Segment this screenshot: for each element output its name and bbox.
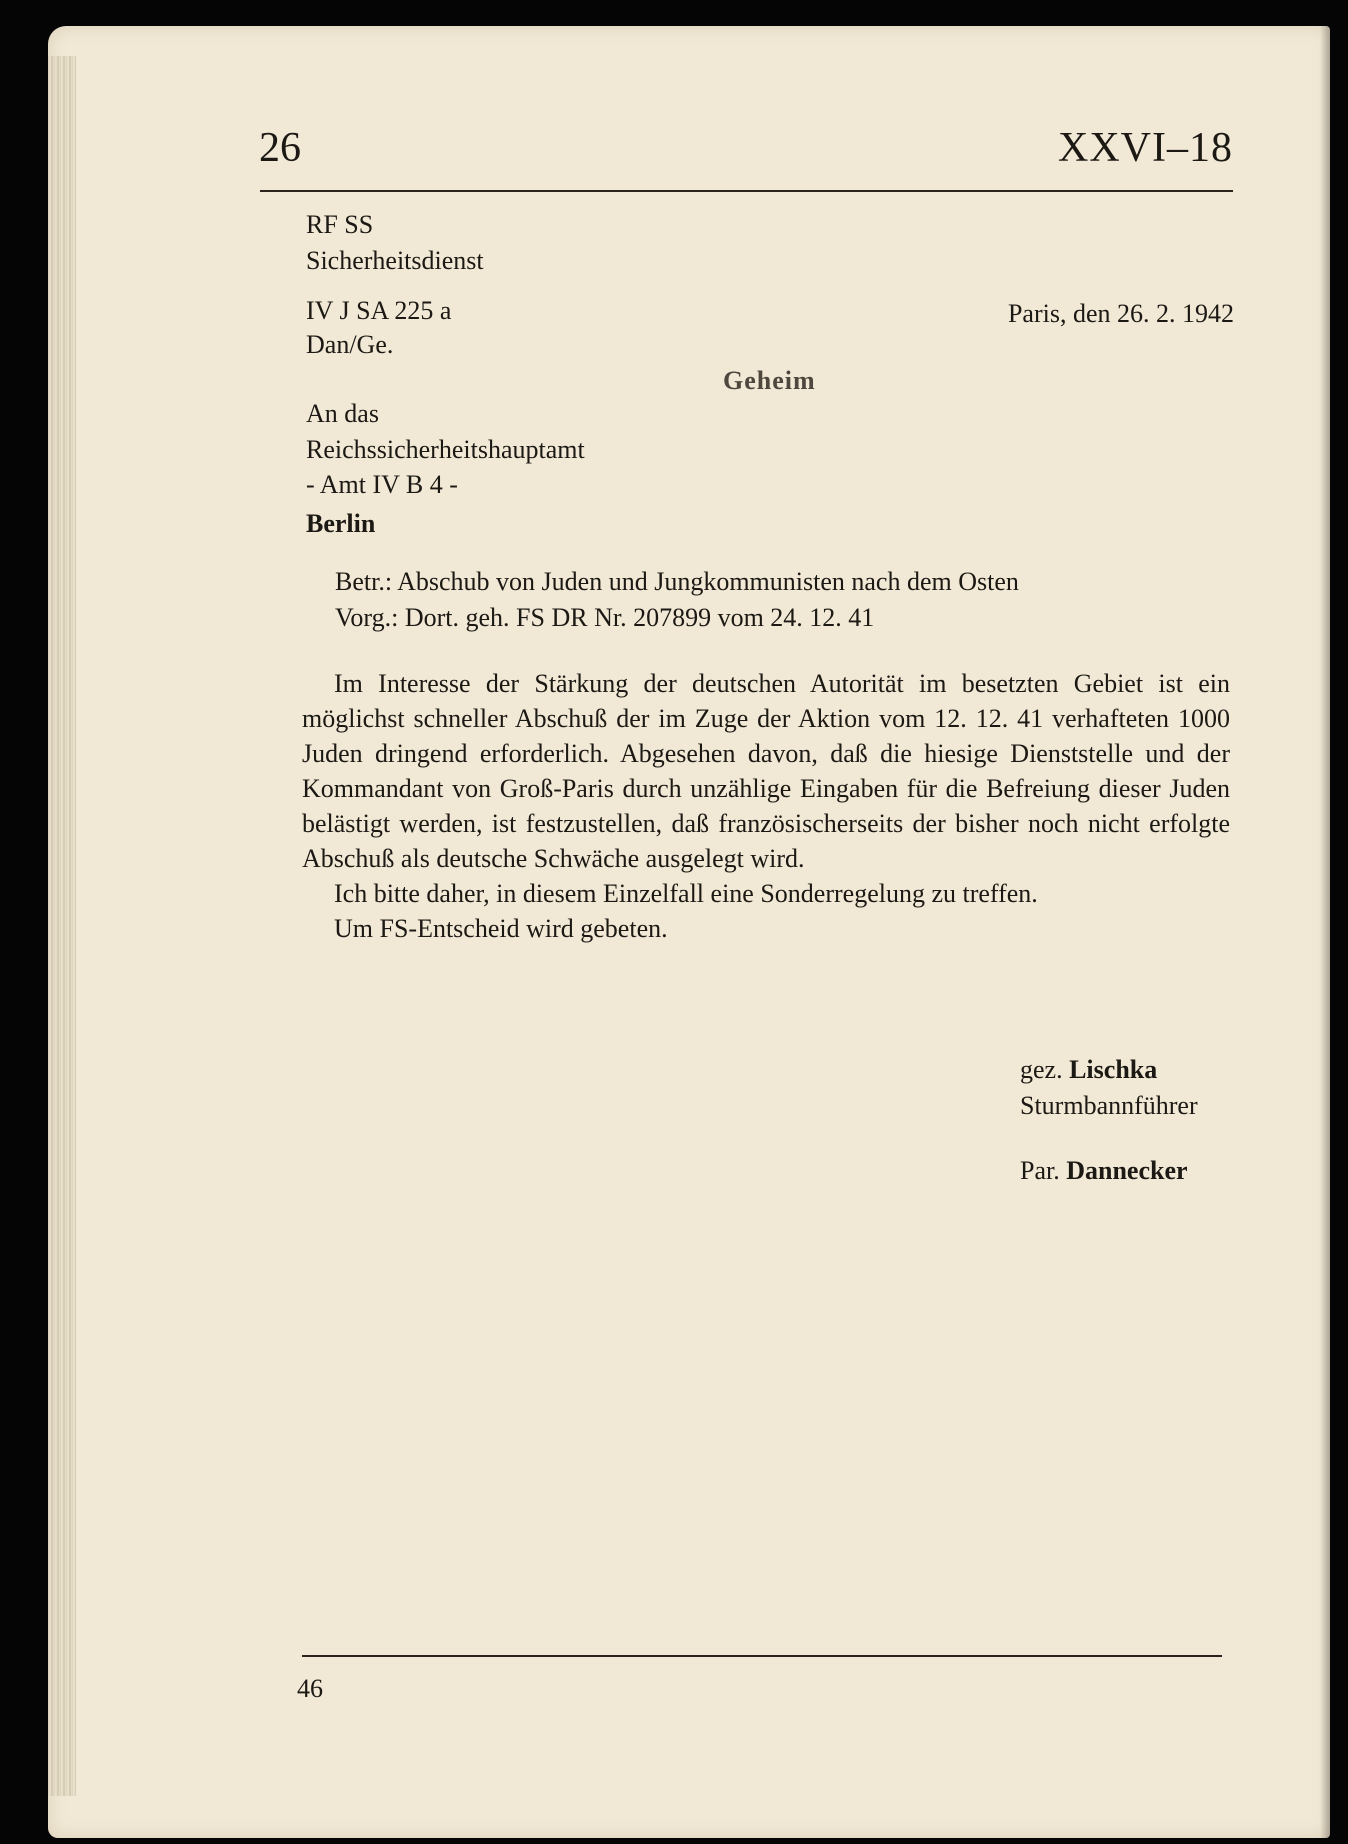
initialled-name: Dannecker [1066, 1156, 1188, 1185]
body-paragraph-1: Im Interesse der Stärkung der deutschen Autorität im besetzten Gebiet ist ein möglichst schneller Abschuß der im Zuge der Aktion vom 12. 12. 41 verhafteten 1000 Juden dringend erforderlich. Abgesehen davon, daß die hiesige Dienststelle und der Kommandant von Groß-Paris durch unzählige Eingaben für die Befreiung dieser Juden belästigt werden, ist festzustellen, daß französischerseits der bisher noch nicht erfolgte Abschuß als deutsche Schwäche ausgelegt wird. [302, 669, 1230, 873]
initialled-prefix: Par. [1020, 1156, 1060, 1185]
footer-rule [302, 1655, 1222, 1657]
page-number: 26 [259, 125, 301, 171]
recipient-line-3: - Amt IV B 4 - [306, 470, 458, 499]
previous-reference: Vorg.: Dort. geh. FS DR Nr. 207899 vom 24. 12. 41 [335, 603, 875, 632]
recipient-line-1: An das [306, 399, 379, 428]
file-reference: IV J SA 225 a [306, 296, 452, 325]
sender-line-2: Sicherheitsdienst [306, 246, 484, 275]
signature-line [1020, 1054, 1157, 1086]
document-reference: XXVI–18 [1058, 125, 1233, 171]
footer-page-number: 46 [297, 1674, 323, 1703]
recipient-line-2: Reichssicherheitshauptamt [306, 435, 585, 464]
classification-stamp: Geheim [723, 366, 816, 395]
sender-line-1: RF SS [306, 210, 374, 239]
place-date: Paris, den 26. 2. 1942 [1007, 299, 1234, 328]
signature-rank: Sturmbannführer [1020, 1091, 1198, 1120]
signature-prefix: gez. [1020, 1055, 1063, 1084]
letter-body [302, 666, 1230, 946]
signature-name: Lischka [1069, 1055, 1158, 1084]
page-edges [48, 56, 76, 1796]
spine-shadow [1320, 26, 1330, 1838]
initialled-line [1020, 1155, 1188, 1187]
body-paragraph-2: Ich bitte daher, in diesem Einzelfall eine Sonderregelung zu treffen. [334, 879, 1038, 908]
recipient-city: Berlin [306, 509, 376, 538]
initials: Dan/Ge. [306, 330, 394, 359]
header-rule [260, 190, 1233, 192]
body-paragraph-3: Um FS-Entscheid wird gebeten. [334, 914, 668, 943]
subject-line: Betr.: Abschub von Juden und Jungkommunisten nach dem Osten [335, 567, 1019, 596]
